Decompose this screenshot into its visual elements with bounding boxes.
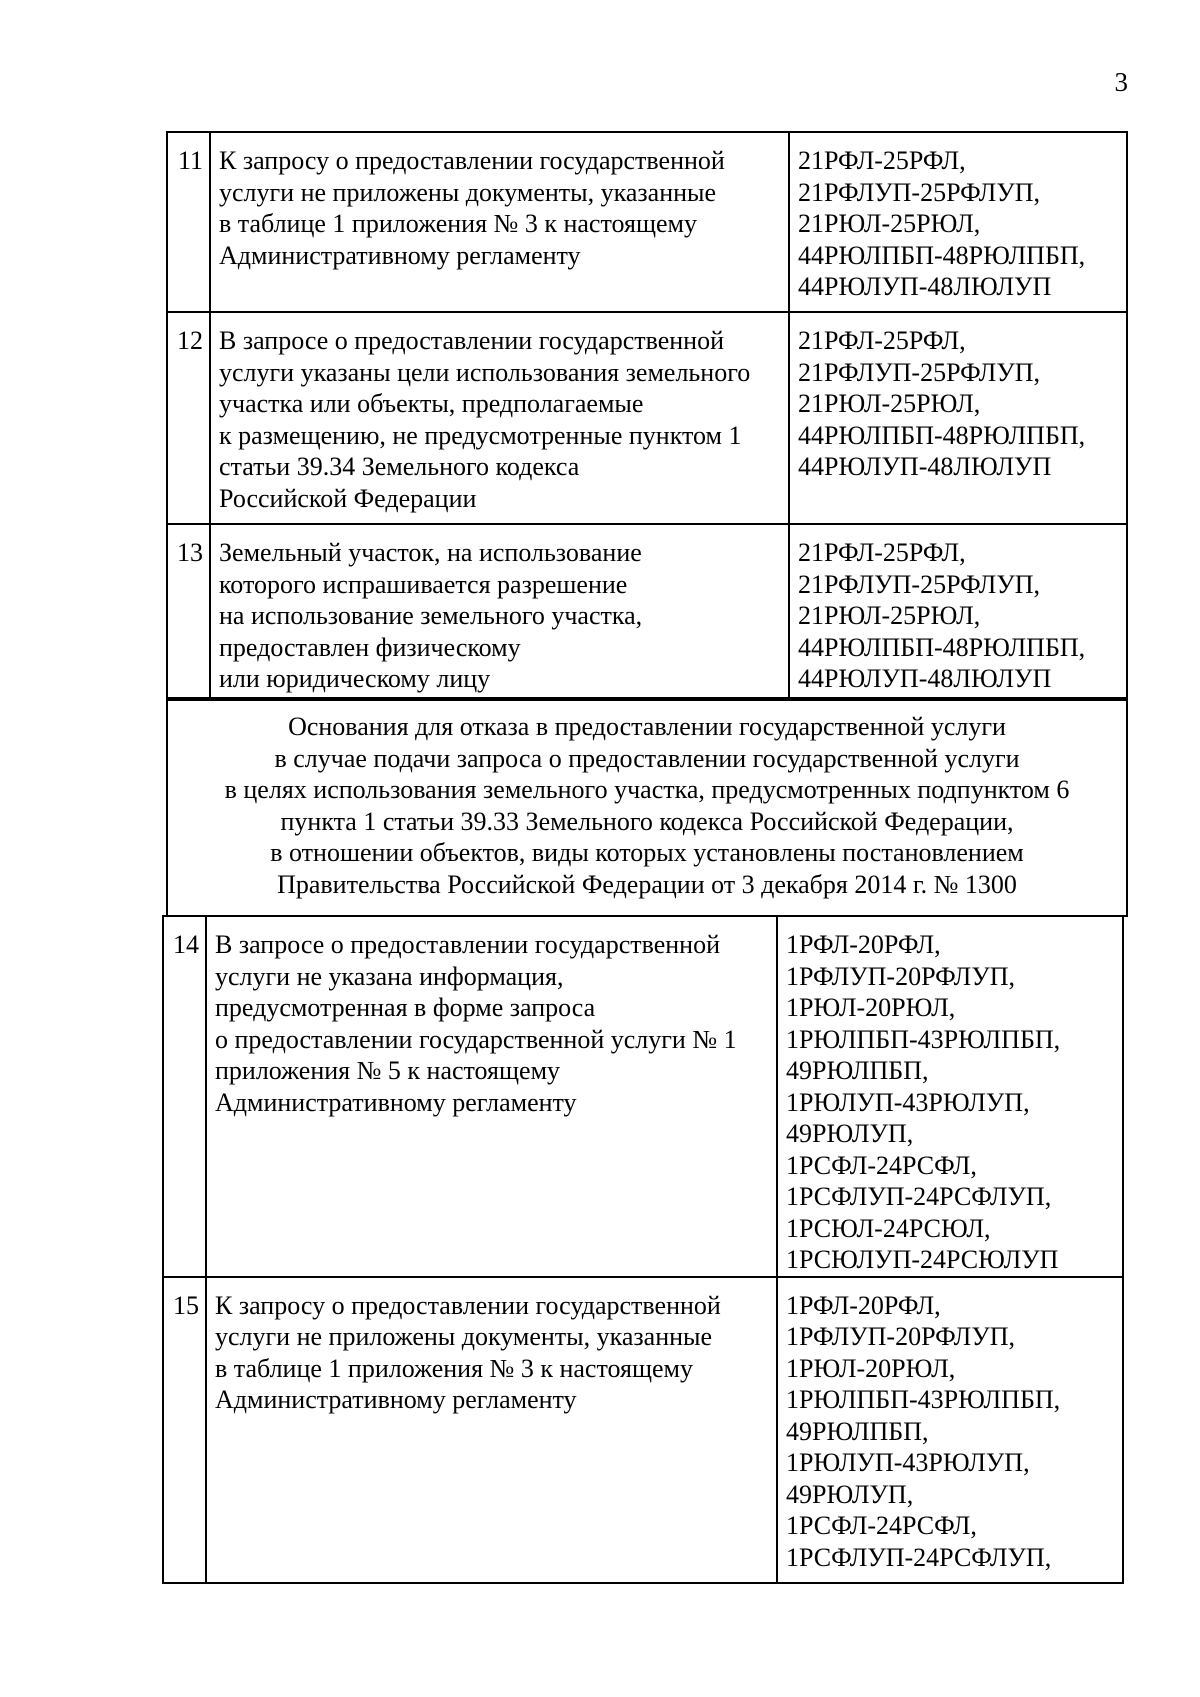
table-row <box>167 312 1127 524</box>
code-line: 44РЮЛПБП-48РЮЛПБП, <box>798 420 1086 450</box>
code-line: 21РЮЛ-25РЮЛ, <box>798 601 981 630</box>
code-line: 1РФЛУП-20РФЛУП, <box>786 961 1015 991</box>
row-number: 11 <box>167 132 210 312</box>
code-line: 21РФЛ-25РФЛ, <box>798 146 966 175</box>
text-line: предусмотренная в форме запроса <box>215 993 596 1022</box>
text-line: в таблице 1 приложения № 3 к настоящему <box>215 1353 693 1383</box>
code-line: 1РЮЛУП-43РЮЛУП, <box>786 1087 1030 1117</box>
text-line: предоставлен физическому <box>219 632 521 662</box>
refusal-ground-text <box>206 916 777 1277</box>
refusal-ground-text <box>210 524 789 700</box>
row-number: 12 <box>167 312 210 524</box>
text-line: Российской Федерации <box>219 483 477 513</box>
code-line: 44РЮЛУП-48ЛЮЛУП <box>798 452 1052 481</box>
code-line: 21РФЛ-25РФЛ, <box>798 538 966 567</box>
header-line: Основания для отказа в предоставлении государственной услуги <box>288 712 1006 741</box>
table-row <box>163 1277 1123 1583</box>
code-line: 44РЮЛУП-48ЛЮЛУП <box>798 272 1052 301</box>
applicable-codes <box>777 916 1123 1277</box>
text-line: Административному регламенту <box>215 1087 577 1117</box>
refusal-ground-text <box>210 312 789 524</box>
text-line: В запросе о предоставлении государственной <box>219 326 725 355</box>
code-line: 21РФЛУП-25РФЛУП, <box>798 569 1040 599</box>
code-line: 49РЮЛУП, <box>786 1479 914 1509</box>
page-number: 3 <box>1114 67 1128 97</box>
code-line: 1РФЛ-20РФЛ, <box>786 1290 941 1320</box>
code-line: 1РЮЛ-20РЮЛ, <box>786 1353 956 1383</box>
applicable-codes <box>789 132 1127 312</box>
code-line: 49РЮЛПБП, <box>786 1416 929 1446</box>
table-row <box>167 132 1127 312</box>
text-line: К запросу о предоставлении государственной <box>219 146 725 175</box>
header-line: в целях использования земельного участка, предусмотренных подпунктом 6 <box>224 775 1070 804</box>
text-line: Административному регламенту <box>215 1385 577 1414</box>
code-line: 21РЮЛ-25РЮЛ, <box>798 209 981 238</box>
text-line: участка или объекты, предполагаемые <box>219 389 644 418</box>
code-line: 21РФЛУП-25РФЛУП, <box>798 357 1040 387</box>
text-line: к размещению, не предусмотренные пунктом 1 <box>219 420 742 450</box>
text-line: о предоставлении государственной услуги № 1 <box>215 1024 737 1054</box>
code-line: 49РЮЛУП, <box>786 1119 914 1148</box>
code-line: 1РСФЛ-24РСФЛ, <box>786 1150 977 1180</box>
header-line: Правительства Российской Федерации от 3 декабря 2014 г. № 1300 <box>277 869 1017 899</box>
text-line: услуги не приложены документы, указанные <box>215 1322 713 1351</box>
code-line: 49РЮЛПБП, <box>786 1056 929 1085</box>
text-line: приложения № 5 к настоящему <box>215 1056 561 1085</box>
text-line: в таблице 1 приложения № 3 к настоящему <box>219 209 697 238</box>
row-number: 13 <box>167 524 210 700</box>
refusal-ground-text <box>206 1277 777 1583</box>
row-number: 14 <box>163 916 206 1277</box>
applicable-codes <box>777 1277 1123 1583</box>
grounds-table-part-a <box>166 131 1128 701</box>
table-row <box>167 524 1127 700</box>
header-line: в случае подачи запроса о предоставлении государственной услуги <box>274 743 1020 773</box>
section-header <box>167 698 1127 916</box>
text-line: Административному регламенту <box>219 240 581 270</box>
refusal-ground-text <box>210 132 789 312</box>
section-header-table <box>166 697 1128 917</box>
text-line: которого испрашивается разрешение <box>219 569 628 599</box>
row-number: 15 <box>163 1277 206 1583</box>
text-line: услуги указаны цели использования земельного <box>219 357 751 387</box>
applicable-codes <box>789 524 1127 700</box>
code-line: 1РСЮЛУП-24РСЮЛУП <box>786 1245 1059 1274</box>
text-line: В запросе о предоставлении государственной <box>215 930 721 959</box>
text-line: услуги не приложены документы, указанные <box>219 177 717 207</box>
code-line: 1РЮЛПБП-43РЮЛПБП, <box>786 1024 1061 1054</box>
grounds-table-part-b <box>162 915 1124 1584</box>
text-line: или юридическому лицу <box>219 664 491 693</box>
code-line: 1РЮЛПБП-43РЮЛПБП, <box>786 1385 1061 1414</box>
code-line: 1РФЛУП-20РФЛУП, <box>786 1322 1015 1351</box>
code-line: 1РФЛ-20РФЛ, <box>786 930 941 959</box>
code-line: 21РЮЛ-25РЮЛ, <box>798 389 981 418</box>
code-line: 1РСФЛ-24РСФЛ, <box>786 1511 977 1540</box>
applicable-codes <box>789 312 1127 524</box>
code-line: 21РФЛУП-25РФЛУП, <box>798 177 1040 207</box>
code-line: 1РСФЛУП-24РСФЛУП, <box>786 1182 1052 1211</box>
code-line: 44РЮЛПБП-48РЮЛПБП, <box>798 240 1086 270</box>
code-line: 1РЮЛУП-43РЮЛУП, <box>786 1448 1030 1477</box>
text-line: Земельный участок, на использование <box>219 538 642 567</box>
table-row <box>163 916 1123 1277</box>
header-line: пункта 1 статьи 39.33 Земельного кодекса Российской Федерации, <box>280 806 1014 836</box>
text-line: услуги не указана информация, <box>215 961 564 991</box>
code-line: 1РЮЛ-20РЮЛ, <box>786 993 956 1022</box>
text-line: статьи 39.34 Земельного кодекса <box>219 452 580 481</box>
text-line: на использование земельного участка, <box>219 601 643 630</box>
code-line: 1РСФЛУП-24РСФЛУП, <box>786 1542 1052 1572</box>
code-line: 21РФЛ-25РФЛ, <box>798 326 966 355</box>
text-line: К запросу о предоставлении государственной <box>215 1290 721 1320</box>
header-line: в отношении объектов, виды которых установлены постановлением <box>270 838 1024 867</box>
code-line: 44РЮЛУП-48ЛЮЛУП <box>798 664 1052 693</box>
code-line: 1РСЮЛ-24РСЮЛ, <box>786 1213 991 1243</box>
code-line: 44РЮЛПБП-48РЮЛПБП, <box>798 632 1086 662</box>
